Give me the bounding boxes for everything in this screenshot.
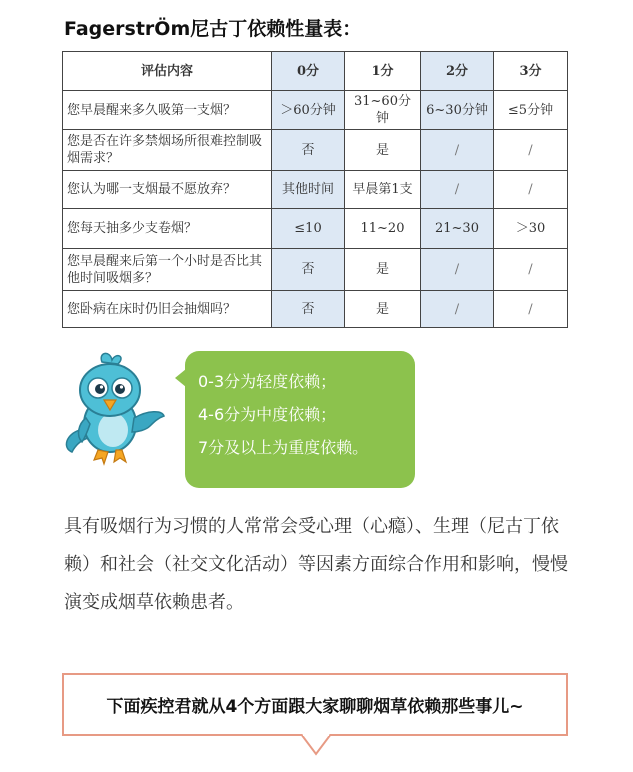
score-cell: ＞30 — [494, 209, 568, 249]
page-title: FagerstrÖm尼古丁依赖性量表： — [64, 18, 362, 40]
bubble-line-mild: 0-3分为轻度依赖； — [198, 372, 337, 391]
question-cell: 您认为哪一支烟最不愿放弃？ — [63, 171, 272, 209]
table-row — [63, 91, 568, 130]
question-cell: 您是否在许多禁烟场所很难控制吸烟需求？ — [63, 130, 272, 171]
table-row — [63, 209, 568, 249]
question-cell: 您早晨醒来后第一个小时是否比其他时间吸烟多？ — [63, 249, 272, 291]
score-cell: 早晨第1支 — [345, 171, 421, 209]
table-row — [63, 171, 568, 209]
header-score-1: 1分 — [345, 52, 421, 91]
score-cell: ≤10 — [272, 209, 345, 249]
score-cell: / — [494, 291, 568, 328]
bubble-line-moderate: 4-6分为中度依赖； — [198, 405, 337, 424]
bird-mascot-icon — [58, 352, 168, 470]
score-cell: 否 — [272, 249, 345, 291]
score-cell: / — [421, 130, 494, 171]
table-row — [63, 130, 568, 171]
score-cell: ≤5分钟 — [494, 91, 568, 130]
dependency-level-bubble — [185, 351, 415, 488]
score-cell: ＞60分钟 — [272, 91, 345, 130]
question-cell: 您卧病在床时仍旧会抽烟吗？ — [63, 291, 272, 328]
fagerstrom-scale-table — [62, 51, 568, 328]
callout-text: 下面疾控君就从4个方面跟大家聊聊烟草依赖那些事儿~ — [106, 697, 524, 717]
score-cell: 6~30分钟 — [421, 91, 494, 130]
score-cell: 其他时间 — [272, 171, 345, 209]
header-score-3: 3分 — [494, 52, 568, 91]
score-cell: 否 — [272, 130, 345, 171]
score-cell: 21~30 — [421, 209, 494, 249]
callout-box — [62, 673, 568, 736]
score-cell: 31~60分钟 — [345, 91, 421, 130]
header-score-0: 0分 — [272, 52, 345, 91]
score-cell: / — [421, 291, 494, 328]
score-cell: / — [494, 249, 568, 291]
question-cell: 您早晨醒来多久吸第一支烟？ — [63, 91, 272, 130]
table-header-row — [63, 52, 568, 91]
triangle-down-icon — [301, 734, 331, 756]
score-cell: / — [494, 171, 568, 209]
score-cell: 否 — [272, 291, 345, 328]
table-row — [63, 291, 568, 328]
bubble-line-severe: 7分及以上为重度依赖。 — [198, 438, 369, 457]
score-cell: 是 — [345, 291, 421, 328]
score-cell: / — [494, 130, 568, 171]
score-cell: 是 — [345, 249, 421, 291]
question-cell: 您每天抽多少支卷烟？ — [63, 209, 272, 249]
body-paragraph: 具有吸烟行为习惯的人常常会受心理（心瘾）、生理（尼古丁依赖）和社会（社交文化活动）等因素方面综合作用和影响，慢慢演变成烟草依赖患者。 — [64, 516, 568, 613]
score-cell: 11~20 — [345, 209, 421, 249]
header-score-2: 2分 — [421, 52, 494, 91]
score-cell: 是 — [345, 130, 421, 171]
score-cell: / — [421, 249, 494, 291]
header-item: 评估内容 — [63, 52, 272, 91]
table-row — [63, 249, 568, 291]
score-cell: / — [421, 171, 494, 209]
